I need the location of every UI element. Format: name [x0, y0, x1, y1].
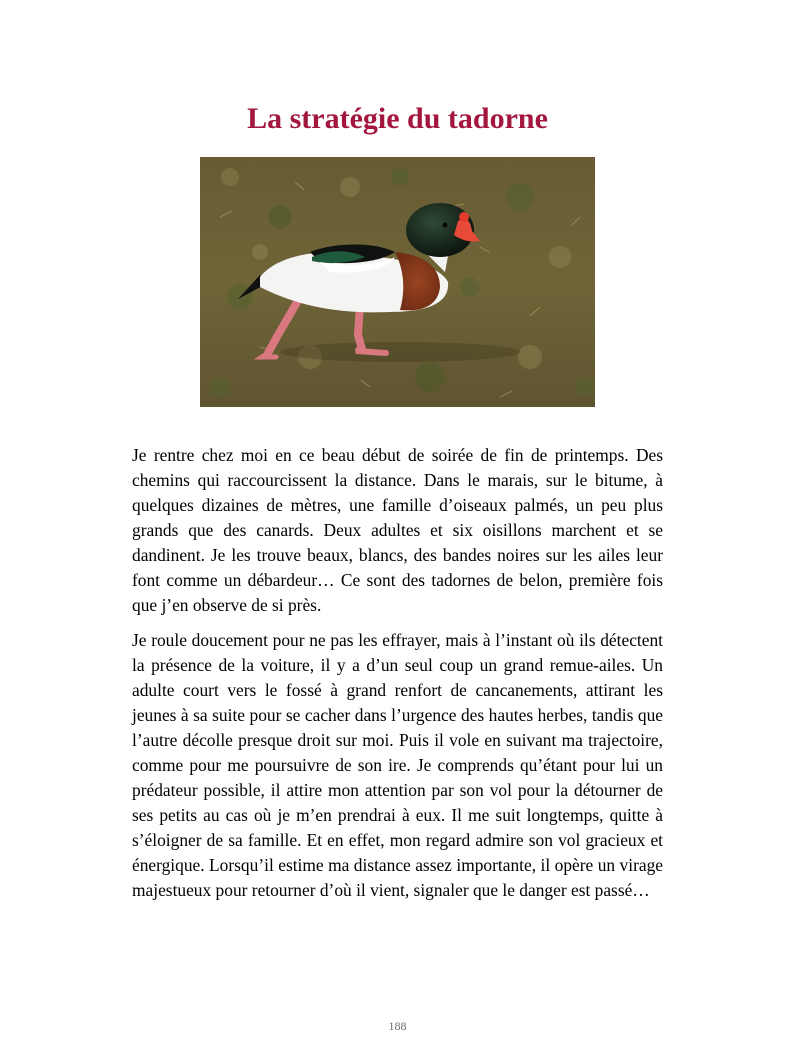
shelduck-photo [200, 157, 595, 407]
article-body [132, 443, 663, 913]
page-title: La stratégie du tadorne [247, 102, 548, 135]
paragraph: Je roule doucement pour ne pas les effrayer, mais à l’instant où ils détectent la présence de la voiture, il y a d’un seul coup un grand remue-ailes. Un adulte court vers le fossé à grand renfort de cancanements, attirant les jeunes à sa suite pour se cacher dans l’urgence des hautes herbes, tandis que l’autre décolle presque droit sur moi. Puis il vole en suivant ma trajectoire, comme pour me poursuivre de son ire. Je comprends qu’étant pour lui un prédateur possible, il attire mon attention par son vol pour la détourner de ses petits au cas où je m’en prendrai à eux. Il me suit longtemps, quitte à s’éloigner de sa famille. Et en effet, mon regard admire son vol gracieux et énergique. Lorsqu’il estime ma distance assez importante, il opère un virage majestueux pour retourner d’où il vient, signaler que le danger est passé… [132, 630, 663, 900]
page-number: 188 [388, 1019, 407, 1033]
paragraph: Je rentre chez moi en ce beau début de soirée de fin de printemps. Des chemins qui raccourcissent la distance. Dans le marais, sur le bitume, à quelques dizaines de mètres, une famille d’oiseaux palmés, un peu plus grands que des canards. Deux adultes et six oisillons marchent et se dandinent. Je les trouve beaux, blancs, des bandes noires sur les ailes leur font comme un débardeur… Ce sont des tadornes de belon, première fois que j’en observe de si près. [132, 445, 663, 615]
